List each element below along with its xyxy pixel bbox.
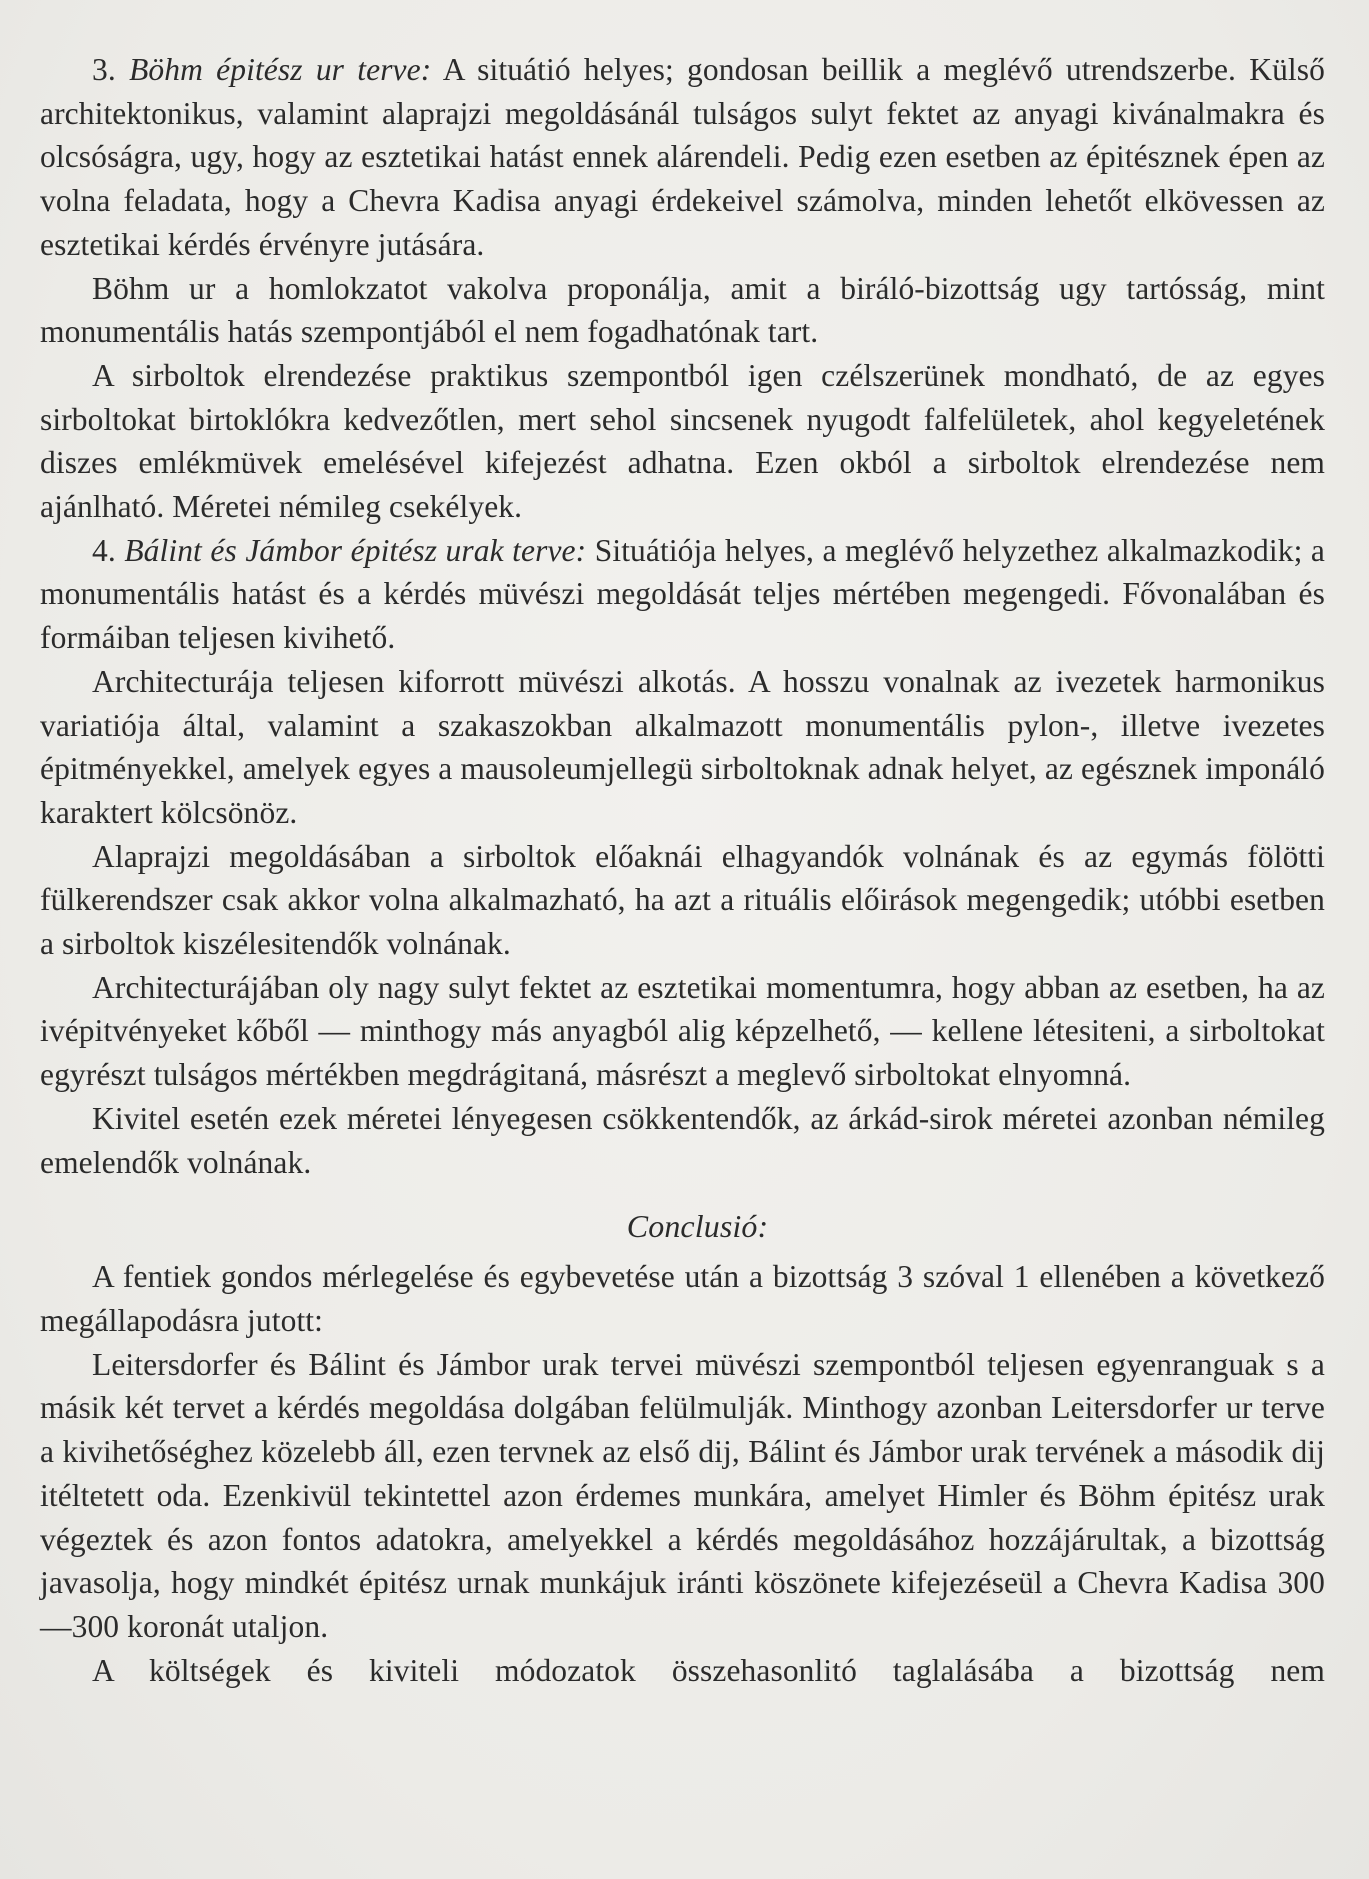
paragraph-conclusion-awards: Leitersdorfer és Bálint és Jámbor urak tervei müvészi szempontból teljesen egyenranguak s a másik két tervet a kérdés megoldása dolgában felülmulják. Minthogy azonban Leitersdorfer ur terve a kivihetőséghez közelebb áll, ezen tervnek az első dij, Bálint és Jámbor urak tervének a második dij itéltetett oda. Ezenkivül tekintettel azon érdemes munkára, amelyet Himler és Böhm épitész urak végeztek és azon fontos adatokra, amelyekkel a kérdés megoldásához hozzájárultak, a bizottság javasolja, hogy mindkét épitész urnak munkájuk iránti köszönete kifejezéseül a Chevra Kadisa 300—300 koronát utaljon.: [40, 1346, 1325, 1644]
paragraph-bohm-plan: [40, 48, 1325, 267]
paragraph-balint-jambor-plan: [40, 529, 1325, 660]
item-title: Bálint és Jámbor épitész urak terve:: [124, 532, 587, 568]
paragraph-conclusion-costs: A költségek és kiviteli módozatok összehasonlitó taglalásába a bizottság nem: [92, 1652, 1325, 1688]
paragraph-aesthetic: Architecturájában oly nagy sulyt fektet az esztetikai momentumra, hogy abban az esetben, ha az ivépitvényeket kőből — minthogy más anyagból alig képzelhető, — kellene létesiteni, a sirboltokat egyrészt tulságos mértékben megdrágitaná, másrészt a meglevő sirboltokat elnyomná.: [40, 969, 1325, 1093]
item-number: 4.: [92, 532, 125, 568]
paragraph-text: Situátiója helyes, a meglévő helyzethez alkalmazkodik; a monumentális hatást és a kérdés müvészi megoldását teljes mértében megengedi. Fővonalában és formáiban teljesen kivihető.: [40, 532, 1325, 656]
paragraph-architecture: Architecturája teljesen kiforrott müvészi alkotás. A hosszu vonalnak az ivezetek harmonikus variatiója által, valamint a szakaszokban alkalmazott monumentális pylon-, illetve ivezetes épitményekkel, amelyek egyes a mausoleumjellegü sirboltoknak adnak helyet, az egésznek imponáló karaktert kölcsönöz.: [40, 663, 1325, 830]
paragraph-text: A situátió helyes; gondosan beillik a meglévő utrendszerbe. Külső architektonikus, valamint alaprajzi megoldásánál tulságos sulyt fektet az anyagi kivánalmakra és olcsóságra, ugy, hogy az esztetikai hatást ennek alárendeli. Pedig ezen esetben az épitésznek épen az volna feladata, hogy a Chevra Kadisa anyagi érdekeivel számolva, minden lehetőt elkövessen az esztetikai kérdés érvényre jutására.: [40, 52, 1325, 262]
paragraph-execution: Kivitel esetén ezek méretei lényegesen csökkentendők, az árkád-sirok méretei azonban némileg emelendők volnának.: [40, 1100, 1325, 1180]
item-title: Böhm épitész ur terve:: [129, 52, 432, 87]
document-body: [40, 48, 1325, 1692]
paragraph-bohm-facade: Böhm ur a homlokzatot vakolva proponálja, amit a biráló-bizottság ugy tartósság, mint monumentális hatás szempontjából el nem fogadhatónak tart.: [40, 270, 1325, 350]
paragraph-conclusion-vote: A fentiek gondos mérlegelése és egybevetése után a bizottság 3 szóval 1 ellenében a következő megállapodásra jutott:: [40, 1259, 1325, 1338]
paragraph-floorplan: Alaprajzi megoldásában a sirboltok előaknái elhagyandók volnának és az egymás fölötti fülkerendszer csak akkor volna alkalmazható, ha azt a rituális előirások megengedik; utóbbi esetben a sirboltok kiszélesitendők volnának.: [40, 838, 1325, 962]
section-heading-conclusion: Conclusió:: [626, 1208, 769, 1245]
item-number: 3.: [92, 52, 130, 87]
paragraph-bohm-vaults: A sirboltok elrendezése praktikus szempontból igen czélszerünek mondható, de az egyes sirboltokat birtoklókra kedvezőtlen, mert sehol sincsenek nyugodt falfelületek, ahol kegyeletének diszes emlékmüvek emelésével kifejezést adhatna. Ezen okból a sirboltok elrendezése nem ajánlható. Méretei némileg csekélyek.: [40, 357, 1325, 525]
